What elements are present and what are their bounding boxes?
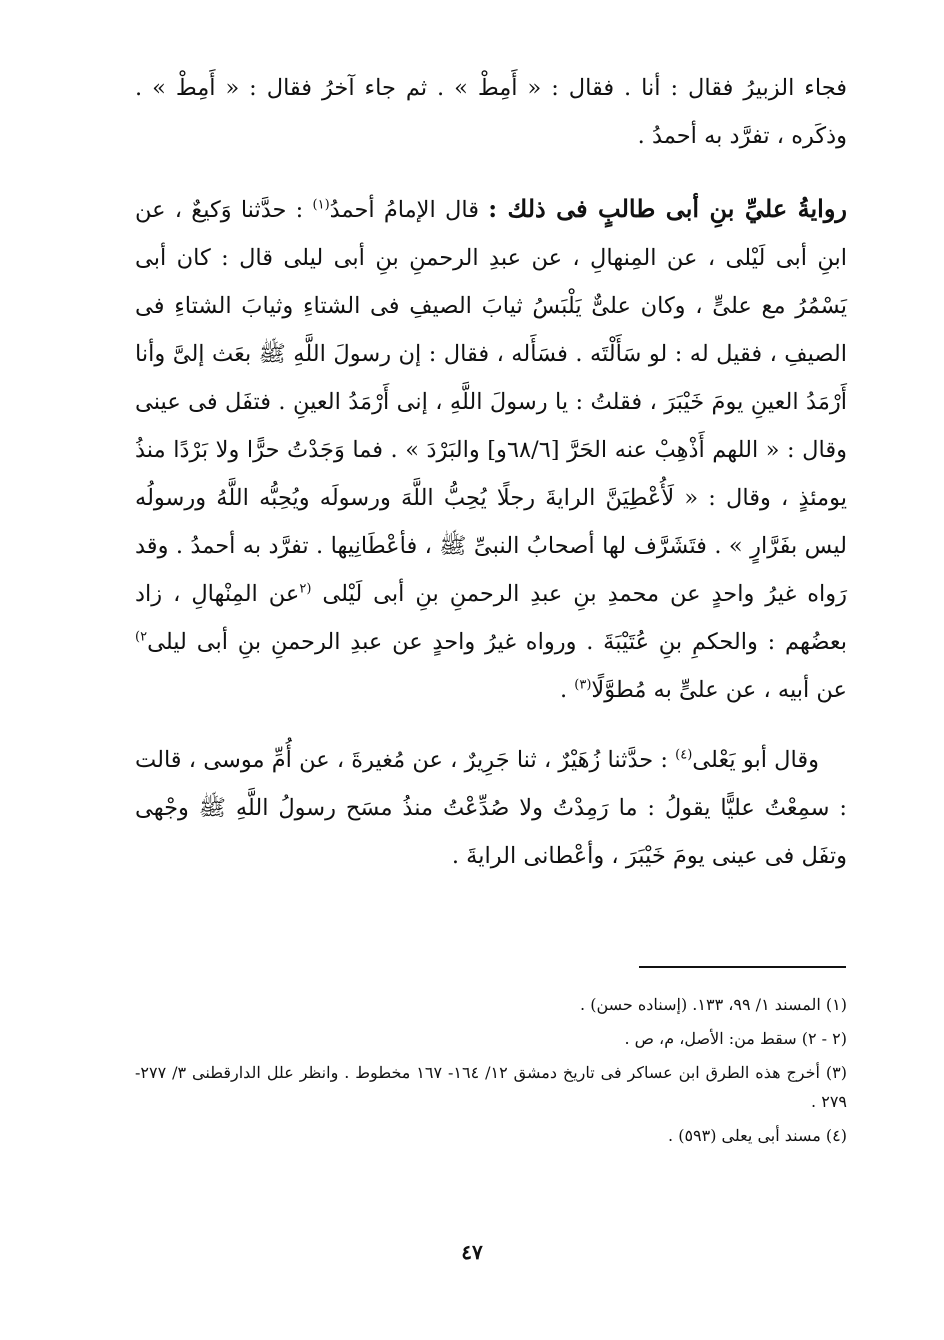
footnotes-list (135, 990, 847, 1155)
footnote-ref-2-open: (٢ (299, 581, 312, 597)
ali-text-d: عن أبيه ، عن علىٍّ به مُطوَّلًا (591, 677, 847, 703)
ali-text-b: والبَرْدَ » . فما وَجَدْتُ حرًّا ولا بَرْدًا منذُ يومئذٍ ، وقال : « لَأُعْطِيَنَّ الرايةَ رجلًا يُحِبُّ اللَّهَ ورسولَه ويُحِبُّه اللَّهُ ورسولُه ليس بفَرَّارٍ » . فتَشَرَّف لها أصحابُ النبىِّ ﷺ ، فأعْطَانِيها . تفرَّد به أحمدُ . وقد رَواه غيرُ واحدٍ عن محمدِ بنِ عبدِ الرحمنِ بنِ أبى لَيْلى (135, 437, 848, 607)
footnote-3: (٣) أخرج هذه الطرق ابن عساكر فى تاريخ دمشق ١٢/ ١٦٤- ١٦٧ مخطوط . وانظر علل الدارقطنى ٣/ ٢٧٧- ٢٧٩ . (135, 1063, 847, 1111)
ali-narration-paragraph (135, 185, 847, 714)
footnote-1: (١) المسند ١/ ٩٩، ١٣٣. (إسناده حسن) . (580, 995, 847, 1014)
page-number: ٤٧ (461, 1240, 483, 1264)
abu-yala-paragraph (135, 736, 847, 880)
ali-text-c: عن المِنْهالِ ، زاد بعضُهم : والحكمِ بنِ عُتَيْبَةَ . ورواه غيرُ واحدٍ عن عبدِ الرحمنِ بنِ أبى ليلى (135, 581, 847, 655)
footnote-ref-3: (٣) (574, 677, 592, 693)
footnote-separator (639, 966, 846, 968)
footnote-2: (٢ - ٢) سقط من: الأصل، م، ص . (624, 1029, 847, 1048)
ali-lead-text: قال الإمامُ أحمدُ (329, 197, 479, 223)
footnote-ref-1: (١) (312, 197, 330, 213)
section-heading: روايةُ عليِّ بنِ أبى طالبٍ فى ذلك : (488, 194, 847, 223)
footnote-4: (٤) مسند أبى يعلى (٥٩٣) . (668, 1126, 847, 1145)
manuscript-page-marker: [٦٨/٦و] (487, 437, 560, 463)
footnote-ref-2-close: ٢) (135, 629, 148, 645)
intro-paragraph (135, 64, 847, 160)
ali-text-a: : حدَّثنا وَكيعٌ ، عن ابنِ أبى لَيْلى ، عن المِنهالِ ، عن عبدِ الرحمنِ بنِ أبى ليلى قال : كان أبى يَسْمُرُ مع علىٍّ ، وكان علىٌّ يَلْبَسُ ثيابَ الصيفِ فى الشتاءِ وثيابَ الشتاءِ فى الصيفِ ، فقيل له : لو سَأَلْتَه . فسَأَله ، فقال : إن رسولَ اللَّهِ ﷺ بعَث إلىَّ وأنا أَرْمَدُ العينِ يومَ خَيْبَرَ ، فقلتُ : يا رسولَ اللَّهِ ، إنى أَرْمَدُ العينِ . فتفَل فى عينى وقال : « اللهم أَذْهِبْ عنه الحَرَّ (135, 197, 847, 463)
footnote-ref-4: (٤) (675, 747, 693, 763)
intro-text: فجاء الزبيرُ فقال : أنا . فقال : « أَمِطْ » . ثم جاء آخرُ فقال : « أَمِطْ » . وذكَره ، تفرَّد به أحمدُ . (135, 75, 847, 149)
abuyala-text: : حدَّثنا زُهَيْرٌ ، ثنا جَرِيرٌ ، عن مُغيرةَ ، عن أُمِّ موسى ، قالت : سمِعْتُ عليًّا يقولُ : ما رَمِدْتُ ولا صُدِّعْتُ منذُ مسَح رسولُ اللَّهِ ﷺ وجْهى وتفَل فى عينى يومَ خَيْبَرَ ، وأعْطانى الرايةَ . (135, 747, 847, 869)
ali-text-e: . (559, 677, 568, 703)
abuyala-lead-text: وقال أبو يَعْلى (692, 747, 819, 773)
